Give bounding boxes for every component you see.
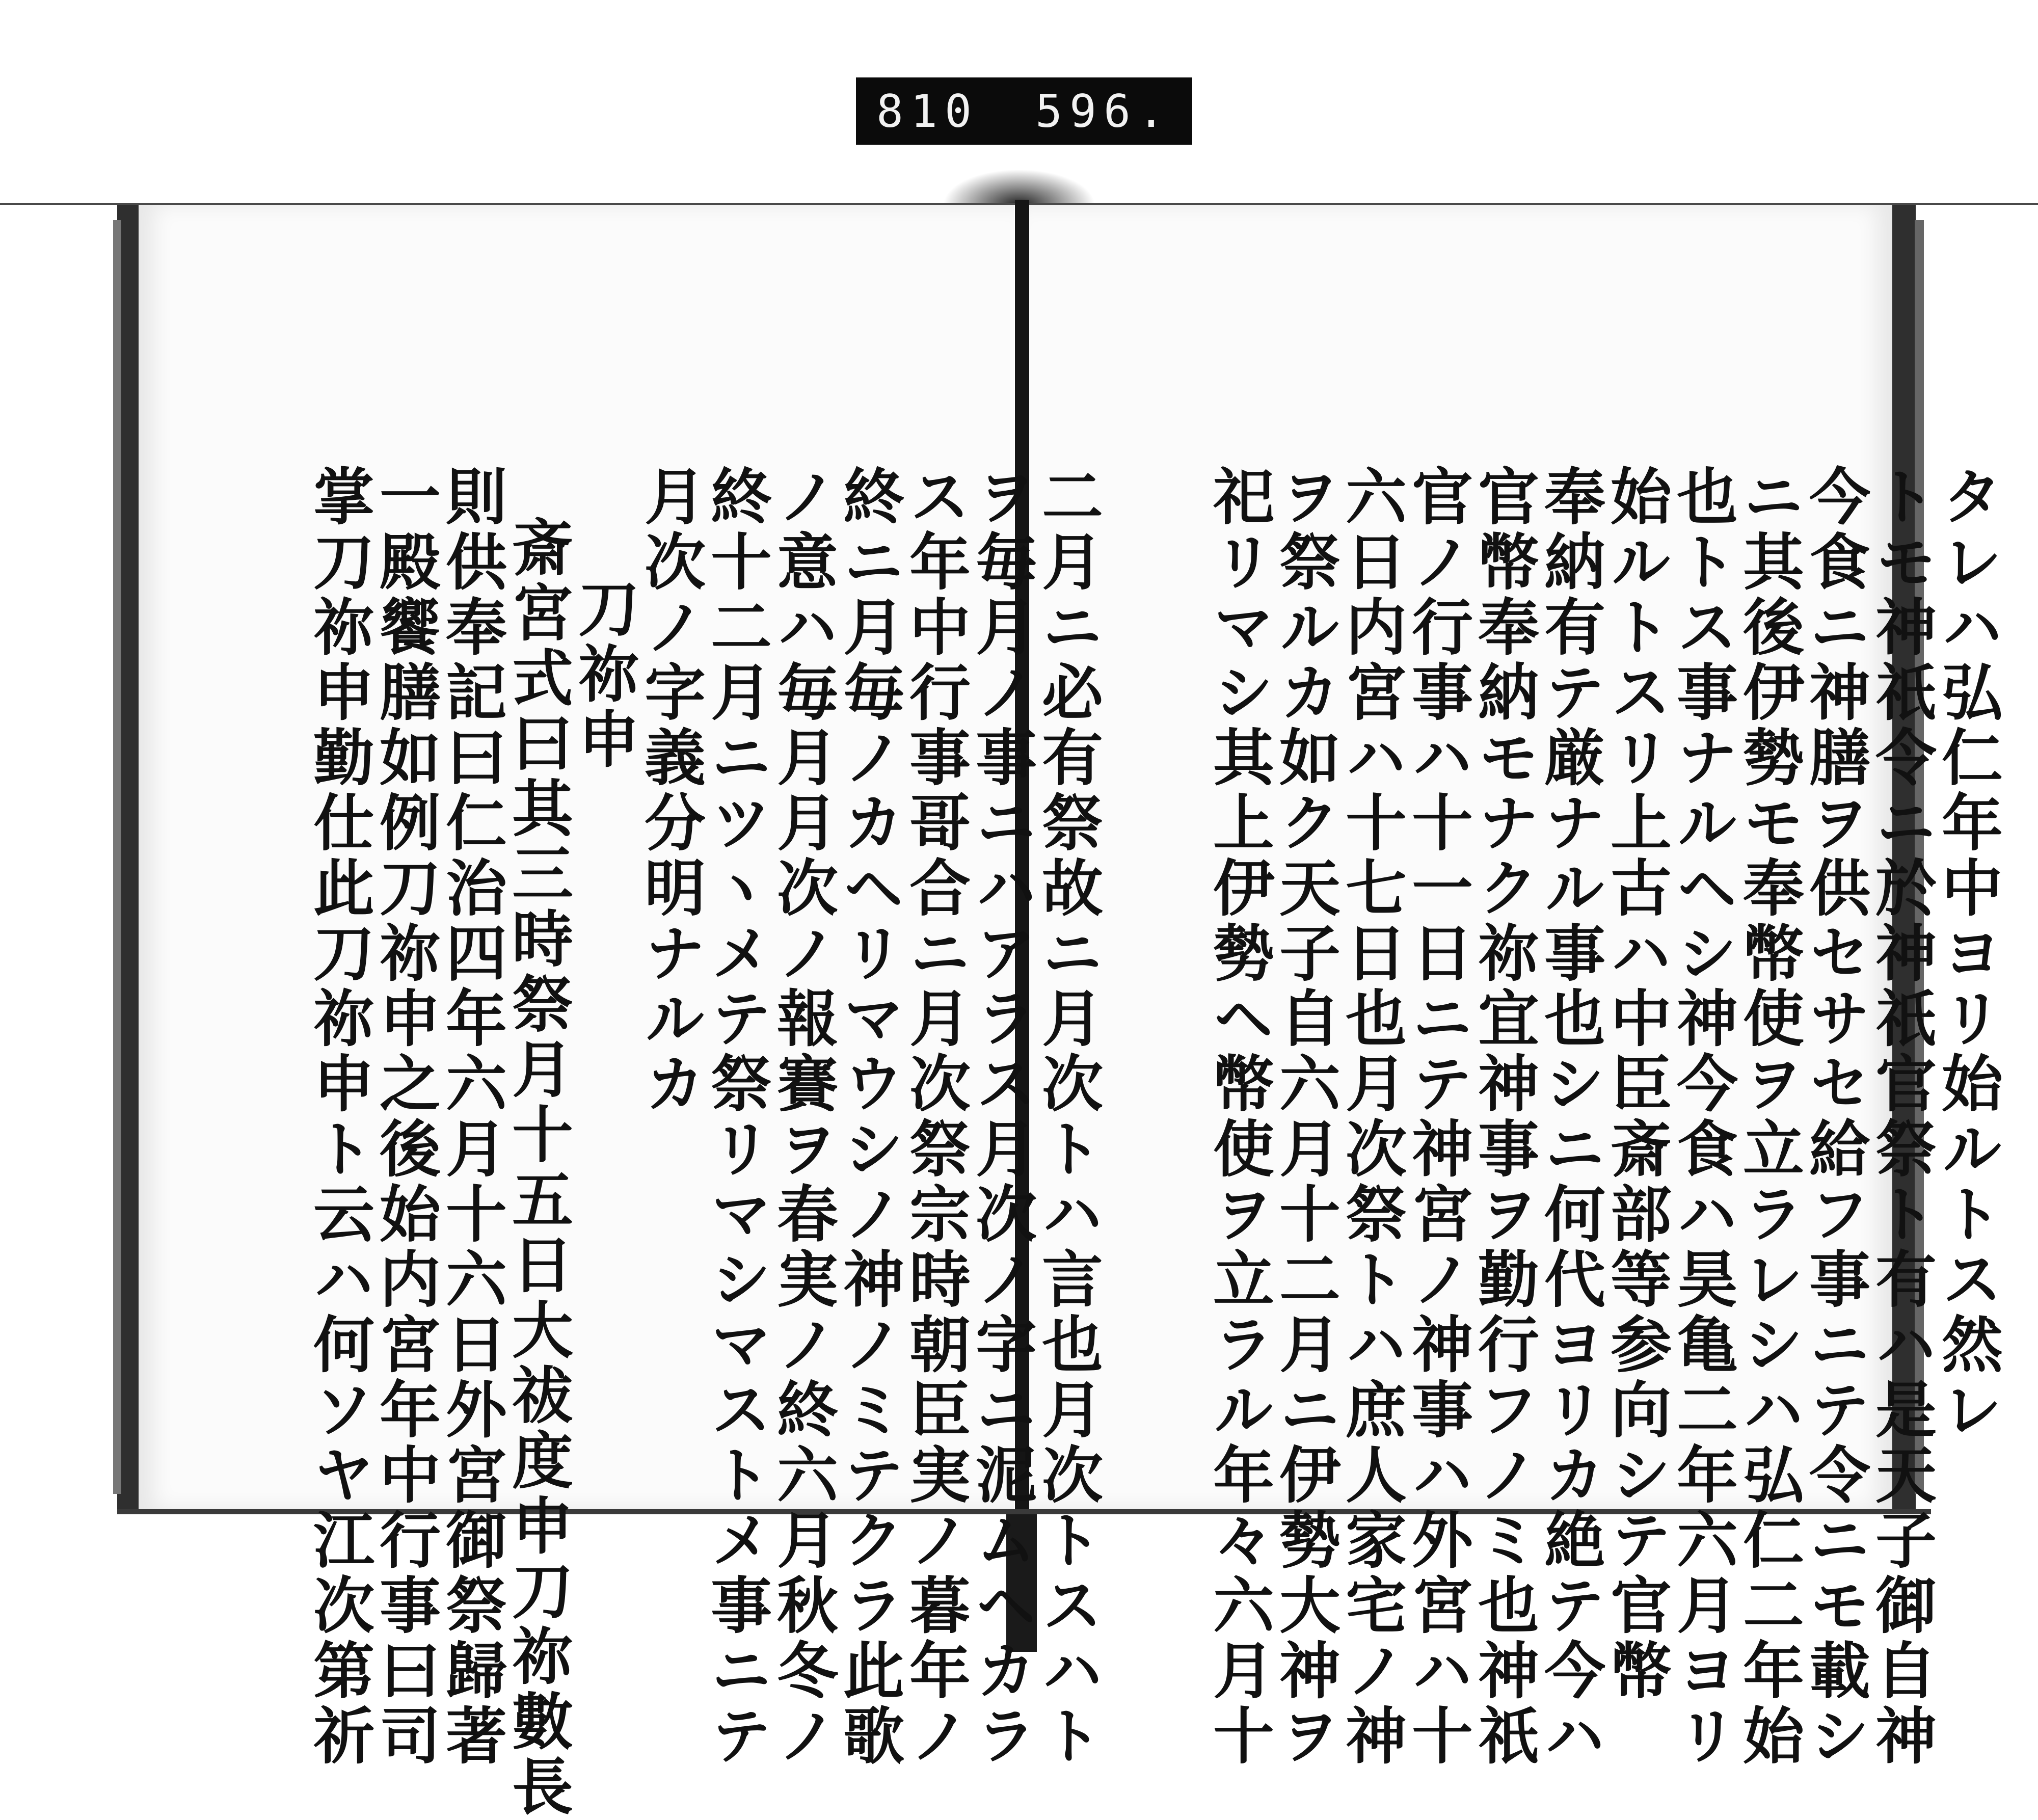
text-column: 掌刀祢申勤仕此刀祢申ト云ハ何ソヤ江次第祈	[303, 465, 375, 1769]
text-column: 月次ノ字義分明ナルカ	[634, 465, 706, 1117]
section-heading: 刀祢申	[568, 577, 640, 772]
text-column: 今食ニ神膳ヲ供セサセ給フ事ニテ令ニモ載シ	[1799, 465, 1871, 1769]
text-column: 官幣奉納モナク祢宜神事ヲ勤行フノミ也神祇	[1468, 465, 1540, 1769]
text-column: ニ其後伊勢モ奉幣使ヲ立ラレシハ弘仁二年始	[1733, 465, 1805, 1769]
text-column: トモ神祇令ニ於神祇官祭ト有ハ是天子御自神	[1865, 465, 1937, 1769]
text-column: 六日内宮ハ十七日也月次祭トハ庶人家宅ノ神	[1335, 465, 1407, 1769]
text-column: 則供奉記曰仁治四年六月十六日外宮御祭歸著	[436, 465, 507, 1769]
left-page-text	[303, 465, 1104, 1820]
text-column: 祀リマシ其上伊勢ヘ幣使ヲ立ラル年々六月十	[1203, 465, 1275, 1769]
text-column: 斎宮式曰其三時祭月十五日大祓度申刀祢數長	[502, 516, 574, 1820]
text-column: 一殿饗膳如例刀祢申之後始内宮年中行事曰司	[369, 465, 441, 1769]
text-column: ノ意ハ毎月月次ノ報賽ヲ春実ノ終六月秋冬ノ	[767, 465, 839, 1769]
text-column: 也トス事ナルヘシ神今食ハ昊亀二年六月ヨリ	[1667, 465, 1738, 1769]
text-column: 始ルトスリ上古ハ中臣斎部等参向シテ官幣	[1600, 465, 1672, 1704]
archive-label-right: 596.	[1035, 85, 1172, 138]
text-column: ヲ毎月ノ事ニハアラス月次ノ字ニ泥ムヘカラ	[966, 465, 1037, 1769]
text-column: ヲ祭ルカ如ク天子自六月十二月ニ伊勢大神ヲ	[1269, 465, 1341, 1769]
text-column: 奉納有テ厳ナル事也シニ何代ヨリカ絶テ今ハ	[1534, 465, 1606, 1769]
archive-label-left: 810	[876, 85, 979, 138]
text-column: タレハ弘仁年中ヨリ始ルトス然レ	[1932, 465, 2003, 1443]
left-page-edge	[113, 220, 121, 1494]
open-book	[117, 190, 2003, 1820]
archive-label	[856, 77, 1192, 145]
text-column: 官ノ行事ハ十一日ニテ神宮ノ神事ハ外宮ハ十	[1402, 465, 1473, 1769]
right-page-text	[1203, 465, 2003, 1769]
text-column: 終ニ月毎ノカヘリマウシノ神ノミテクラ此歌	[833, 465, 905, 1769]
text-column: 二月ニ必有祭故ニ月次トハ言也月次トスハト	[1032, 465, 1104, 1769]
text-column: ス年中行事哥合ニ月次祭宗時朝臣実ノ暮年ノ	[899, 465, 971, 1769]
text-column: 終十二月ニツヽメテ祭リマシマストメ事ニテ	[701, 465, 772, 1769]
